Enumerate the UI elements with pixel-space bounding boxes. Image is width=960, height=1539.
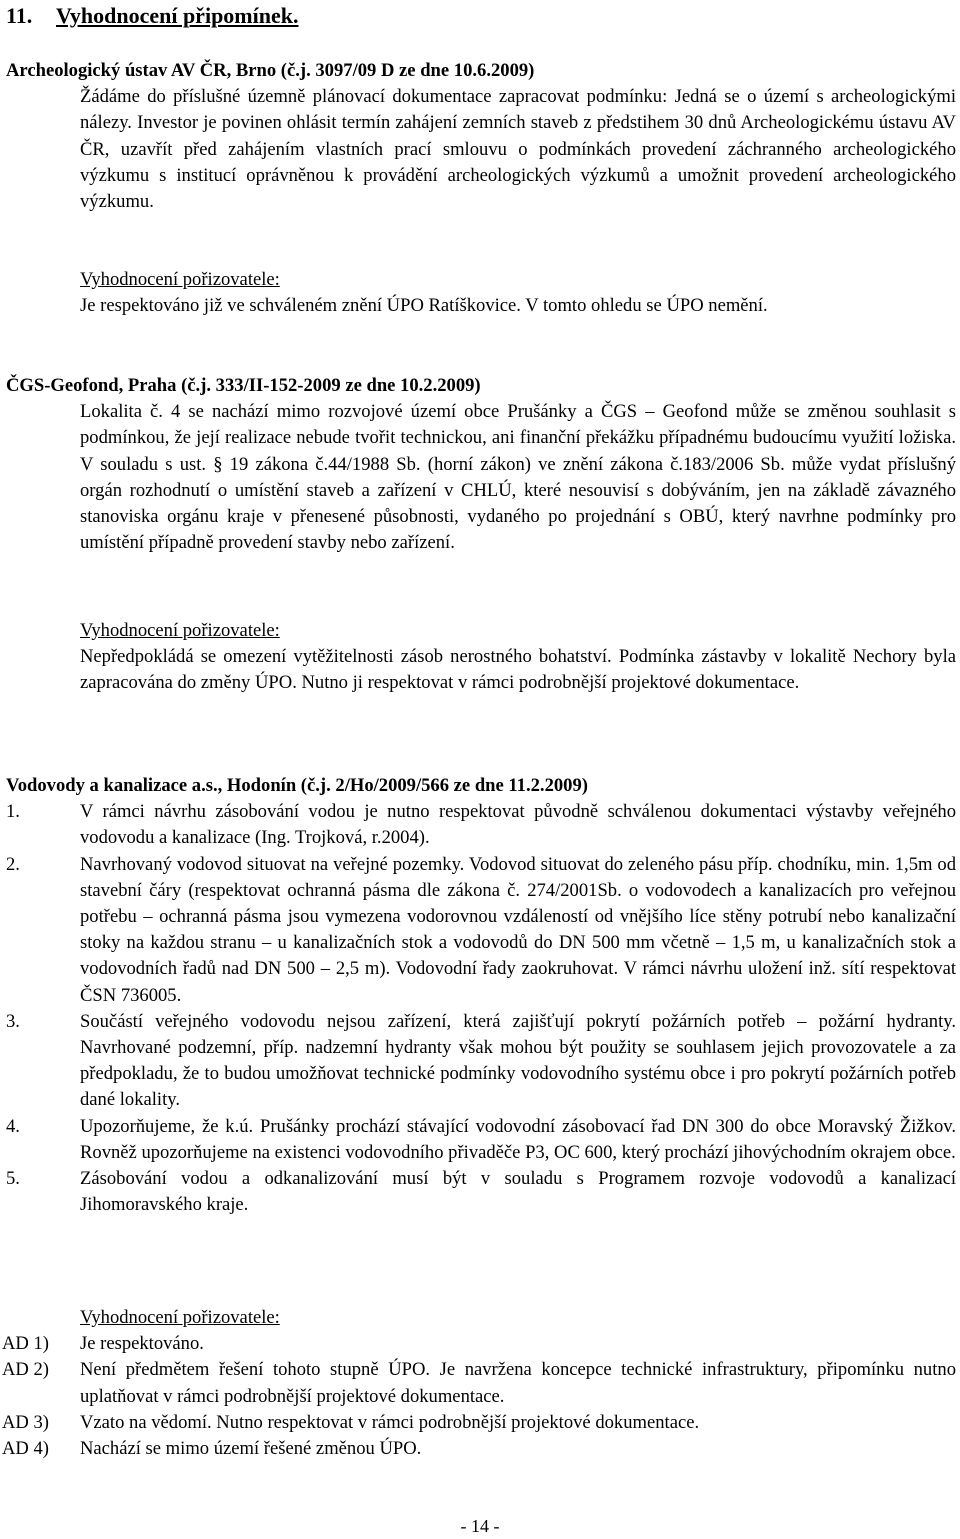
ad-text: Není předmětem řešení tohoto stupně ÚPO. Je navržena koncepce technické infrastruktury, připomínku nutno uplatňovat v rámci podrobnější projektové dokumentace. <box>80 1359 956 1407</box>
cgs-evaluation <box>0 618 960 697</box>
cgs-sender: ČGS-Geofond, Praha (č.j. 333/II-152-2009 ze dne 10.2.2009) <box>6 375 481 396</box>
list-item-number: 4. <box>6 1115 20 1137</box>
section-title: Vyhodnocení připomínek. <box>56 3 299 28</box>
section-number: 11. <box>6 3 33 28</box>
page-number: - 14 - <box>460 1516 500 1536</box>
vak-eval-label: Vyhodnocení pořizovatele: <box>80 1307 280 1328</box>
ad-label: AD 2) <box>2 1359 49 1381</box>
ad-label: AD 3) <box>2 1411 49 1433</box>
cgs-eval-label: Vyhodnocení pořizovatele: <box>80 620 280 641</box>
cgs-text: Lokalita č. 4 se nachází mimo rozvojové území obce Prušánky a ČGS – Geofond může se změnou souhlasit s podmínkou, že její realizace nebude tvořit technickou, ani finanční překážku případnému budoucímu využití ložiska. V souladu s ust. § 19 zákona č.44/1988 Sb. (horní zákon) ve znění zákona č.183/2006 Sb. může vydat příslušný orgán rozhodnutí o umístění staveb a zařízení v CHLÚ, které nesouvisí s dobýváním, jen na základě závazného stanoviska orgánu kraje v přenesené působnosti, vydaného po projednání s OBÚ, který navrhne podmínky pro umístění případně provedení stavby nebo zařízení. <box>80 401 956 554</box>
list-item-number: 2. <box>6 853 20 875</box>
list-item-text: Součástí veřejného vodovodu nejsou zařízení, která zajišťují pokrytí požárních potřeb – požární hydranty. Navrhované podzemní, příp. nadzemní hydranty však mohou být použity se souhlasem jejich provozovatele a za předpokladu, že to budou umožňovat technické podmínky vodovodního systému obce i pro pokrytí požárních potřeb dané lokality. <box>80 1010 956 1111</box>
archeo-sender: Archeologický ústav AV ČR, Brno (č.j. 3097/09 D ze dne 10.6.2009) <box>6 60 535 81</box>
list-item-text: Zásobování vodou a odkanalizování musí být v souladu s Programem rozvoje vodovodů a kanalizací Jihomoravského kraje. <box>80 1168 956 1216</box>
list-item <box>0 1009 960 1114</box>
ad-item <box>0 1410 960 1436</box>
ad-item <box>0 1357 960 1409</box>
list-item-number: 5. <box>6 1168 20 1190</box>
list-item-number: 3. <box>6 1010 20 1032</box>
list-item <box>0 852 960 1009</box>
archeo-evaluation <box>0 267 960 319</box>
list-item-text: Upozorňujeme, že k.ú. Prušánky prochází stávající vodovodní zásobovací řad DN 300 do obce Moravský Žižkov. Rovněž upozorňujeme na existenci vodovodního přivaděče P3, OC 600, který prochází jihovýchodním okrajem obce. <box>80 1115 956 1163</box>
archeo-eval-text: Je respektováno již ve schváleném znění ÚPO Ratíškovice. V tomto ohledu se ÚPO nemění. <box>80 295 768 317</box>
ad-text: Vzato na vědomí. Nutno respektovat v rámci podrobnější projektové dokumentace. <box>80 1411 700 1433</box>
ad-item <box>0 1436 960 1462</box>
section-heading <box>6 2 298 30</box>
ad-label: AD 1) <box>2 1333 49 1355</box>
list-item-text: Navrhovaný vodovod situovat na veřejné pozemky. Vodovod situovat do zeleného pásu příp. chodníku, min. 1,5m od stavební čáry (respektovat ochranná pásma dle zákona č. 274/2001Sb. o vodovodech a kanalizacích pro veřejnou potřebu – ochranná pásma jsou vymezena vodorovnou vzdáleností od vnějšího líce stěny potrubí nebo kanalizační stoky na každou stranu – u kanalizačních stok a vodovodů do DN 500 mm včetně – 1,5 m, u kanalizačních stok a vodovodních řadů nad DN 500 – 2,5 m). Vodovodní řady zaokruhovat. V rámci návrhu uložení inž. sítí respektovat ČSN 736005. <box>80 853 956 1006</box>
vak-evaluation <box>0 1305 960 1462</box>
archeo-eval-label: Vyhodnocení pořizovatele: <box>80 269 280 290</box>
vak-sender: Vodovody a kanalizace a.s., Hodonín (č.j. 2/Ho/2009/566 ze dne 11.2.2009) <box>6 775 588 796</box>
list-item-text: V rámci návrhu zásobování vodou je nutno respektovat původně schválenou dokumentaci výstavby veřejného vodovodu a kanalizace (Ing. Trojková, r.2004). <box>80 801 956 849</box>
list-item <box>0 1166 960 1218</box>
ad-text: Je respektováno. <box>80 1333 204 1355</box>
cgs-comment <box>0 373 960 556</box>
vak-comment <box>0 773 960 1218</box>
ad-item <box>0 1331 960 1357</box>
cgs-eval-text: Nepředpokládá se omezení vytěžitelnosti zásob nerostného bohatství. Podmínka zástavby v lokalitě Nechory byla zapracována do změny ÚPO. Nutno ji respektovat v rámci podrobnější projektové dokumentace. <box>80 646 956 694</box>
list-item <box>0 1114 960 1166</box>
list-item <box>0 799 960 851</box>
list-item-number: 1. <box>6 801 20 823</box>
archeo-text: Žádáme do příslušné územně plánovací dokumentace zapracovat podmínku: Jedná se o území s archeologickými nálezy. Investor je povinen ohlásit termín zahájení zemních staveb z předstihem 30 dnů Archeologickému ústavu AV ČR, uzavřít před zahájením vlastních prací smlouvu o podmínkách provedení záchranného archeologického výzkumu s institucí oprávněnou k provádění archeologických výzkumů a umožnit provedení archeologického výzkumu. <box>80 86 956 213</box>
ad-text: Nachází se mimo území řešené změnou ÚPO. <box>80 1438 422 1460</box>
archeo-comment <box>0 58 960 215</box>
ad-label: AD 4) <box>2 1438 49 1460</box>
